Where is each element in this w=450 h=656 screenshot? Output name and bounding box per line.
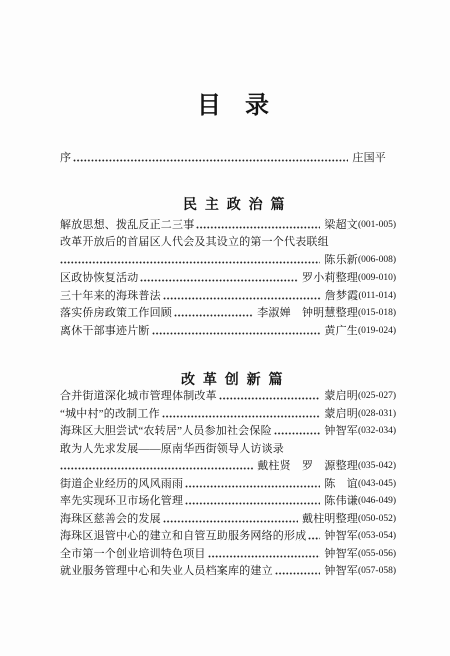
toc-entry — [60, 511, 396, 527]
entry-author: 梁超文 — [324, 219, 358, 231]
entry-author: 钟智军 — [324, 530, 358, 542]
entry-title: 序 — [60, 152, 72, 164]
entry-author: 蒙启明 — [324, 408, 358, 420]
dot-leader — [219, 397, 321, 400]
entry-title: 就业服务管理中心和失业人员档案库的建立 — [60, 565, 273, 577]
toc-entry — [60, 388, 396, 404]
entry-pages: (032-034) — [358, 426, 396, 436]
toc-entry — [60, 406, 396, 422]
dot-leader — [60, 467, 253, 470]
dot-leader — [274, 432, 321, 435]
entry-title: 区政协恢复活动 — [60, 272, 139, 284]
dot-leader — [208, 555, 321, 558]
dot-leader — [73, 159, 348, 162]
toc-entry — [60, 546, 396, 562]
entry-author: 李淑婵 钟明慧整理 — [257, 307, 358, 319]
entry-author: 陈乐新 — [324, 254, 358, 266]
entry-author: 戴柱明整理 — [302, 513, 358, 525]
toc-entry — [60, 563, 396, 579]
entry-pages: (006-008) — [358, 255, 396, 265]
entry-author: 钟智军 — [324, 548, 358, 560]
toc-entry — [60, 288, 396, 304]
toc-entry-title-line — [60, 441, 396, 457]
entry-pages: (057-058) — [358, 566, 396, 576]
entry-title: 敢为人先求发展——原南华西街领导人访谈录 — [60, 443, 284, 455]
entry-title: “城中村”的改制工作 — [60, 408, 160, 420]
entry-author: 詹梦霞 — [324, 290, 359, 302]
dot-leader — [163, 520, 298, 523]
toc-entry — [60, 423, 396, 439]
entry-pages: (035-042) — [358, 461, 396, 471]
entry-pages: (046-049) — [358, 496, 396, 506]
entry-pages: (050-052) — [358, 514, 396, 524]
entry-pages: (009-010) — [358, 273, 396, 283]
dot-leader — [60, 261, 320, 264]
entry-pages: (055-056) — [358, 549, 396, 559]
dot-leader — [163, 297, 321, 300]
dot-leader — [308, 537, 320, 540]
entry-pages: (025-027) — [358, 391, 396, 401]
entry-title: 离休干部事迹片断 — [60, 325, 150, 337]
section-heading: 改 革 创 新 篇 — [181, 372, 284, 388]
entry-title: 合并街道深化城市管理体制改革 — [60, 390, 217, 402]
entry-pages: (043-045) — [358, 479, 396, 489]
dot-leader — [140, 279, 298, 282]
entry-title: 解放思想、拨乱反正二三事 — [60, 219, 195, 231]
dot-leader — [275, 572, 321, 575]
toc-entry — [60, 305, 396, 321]
dot-leader — [162, 415, 321, 418]
toc-entry — [60, 528, 396, 544]
entry-author: 罗小莉整理 — [302, 272, 358, 284]
dot-leader — [185, 502, 320, 505]
entry-author: 陈 谊 — [324, 478, 358, 490]
entry-pages: (011-014) — [358, 291, 396, 301]
dot-leader — [174, 314, 253, 317]
entry-author: 钟智军 — [324, 565, 358, 577]
toc-entry — [60, 217, 396, 233]
entry-pages: (001-005) — [358, 220, 396, 230]
entry-pages: (028-031) — [358, 409, 396, 419]
entry-title: 落实侨房政策工作回顾 — [60, 307, 172, 319]
entry-title: 全市第一个创业培训特色项目 — [60, 548, 206, 560]
dot-leader — [185, 485, 320, 488]
toc-entry-title-line — [60, 234, 396, 250]
toc-entry-preface — [60, 150, 386, 166]
toc-entry — [60, 270, 396, 286]
dot-leader — [152, 332, 321, 335]
toc-entry-leader-line — [60, 252, 396, 268]
toc-entry — [60, 493, 396, 509]
entry-title: 街道企业经历的风风雨雨 — [60, 478, 184, 490]
entry-author: 陈伟谦 — [324, 495, 358, 507]
toc-entry — [60, 323, 396, 339]
entry-pages: (053-054) — [358, 531, 396, 541]
entry-author: 庄国平 — [352, 152, 386, 164]
entry-title: 海珠区慈善会的发展 — [60, 513, 161, 525]
entry-pages: (015-018) — [358, 308, 396, 318]
entry-author: 蒙启明 — [324, 390, 358, 402]
entry-author: 戴柱贤 罗 源整理 — [257, 460, 358, 472]
entry-title: 三十年来的海珠普法 — [60, 290, 161, 302]
entry-author: 黄广生 — [324, 325, 358, 337]
entry-title: 改革开放后的首届区人代会及其设立的第一个代表联组 — [60, 236, 329, 248]
entry-title: 海珠区大胆尝试“农转居”人员参加社会保险 — [60, 425, 272, 437]
entry-title: 海珠区退管中心的建立和自管互助服务网络的形成 — [60, 530, 307, 542]
page-title: 目 录 — [197, 91, 269, 119]
section-heading: 民 主 政 治 篇 — [183, 197, 286, 213]
toc-entry — [60, 476, 396, 492]
entry-title: 率先实现环卫市场化管理 — [60, 495, 184, 507]
toc-entry-leader-line — [60, 458, 396, 474]
entry-author: 钟智军 — [324, 425, 358, 437]
dot-leader — [196, 226, 320, 229]
entry-pages: (019-024) — [358, 326, 396, 336]
